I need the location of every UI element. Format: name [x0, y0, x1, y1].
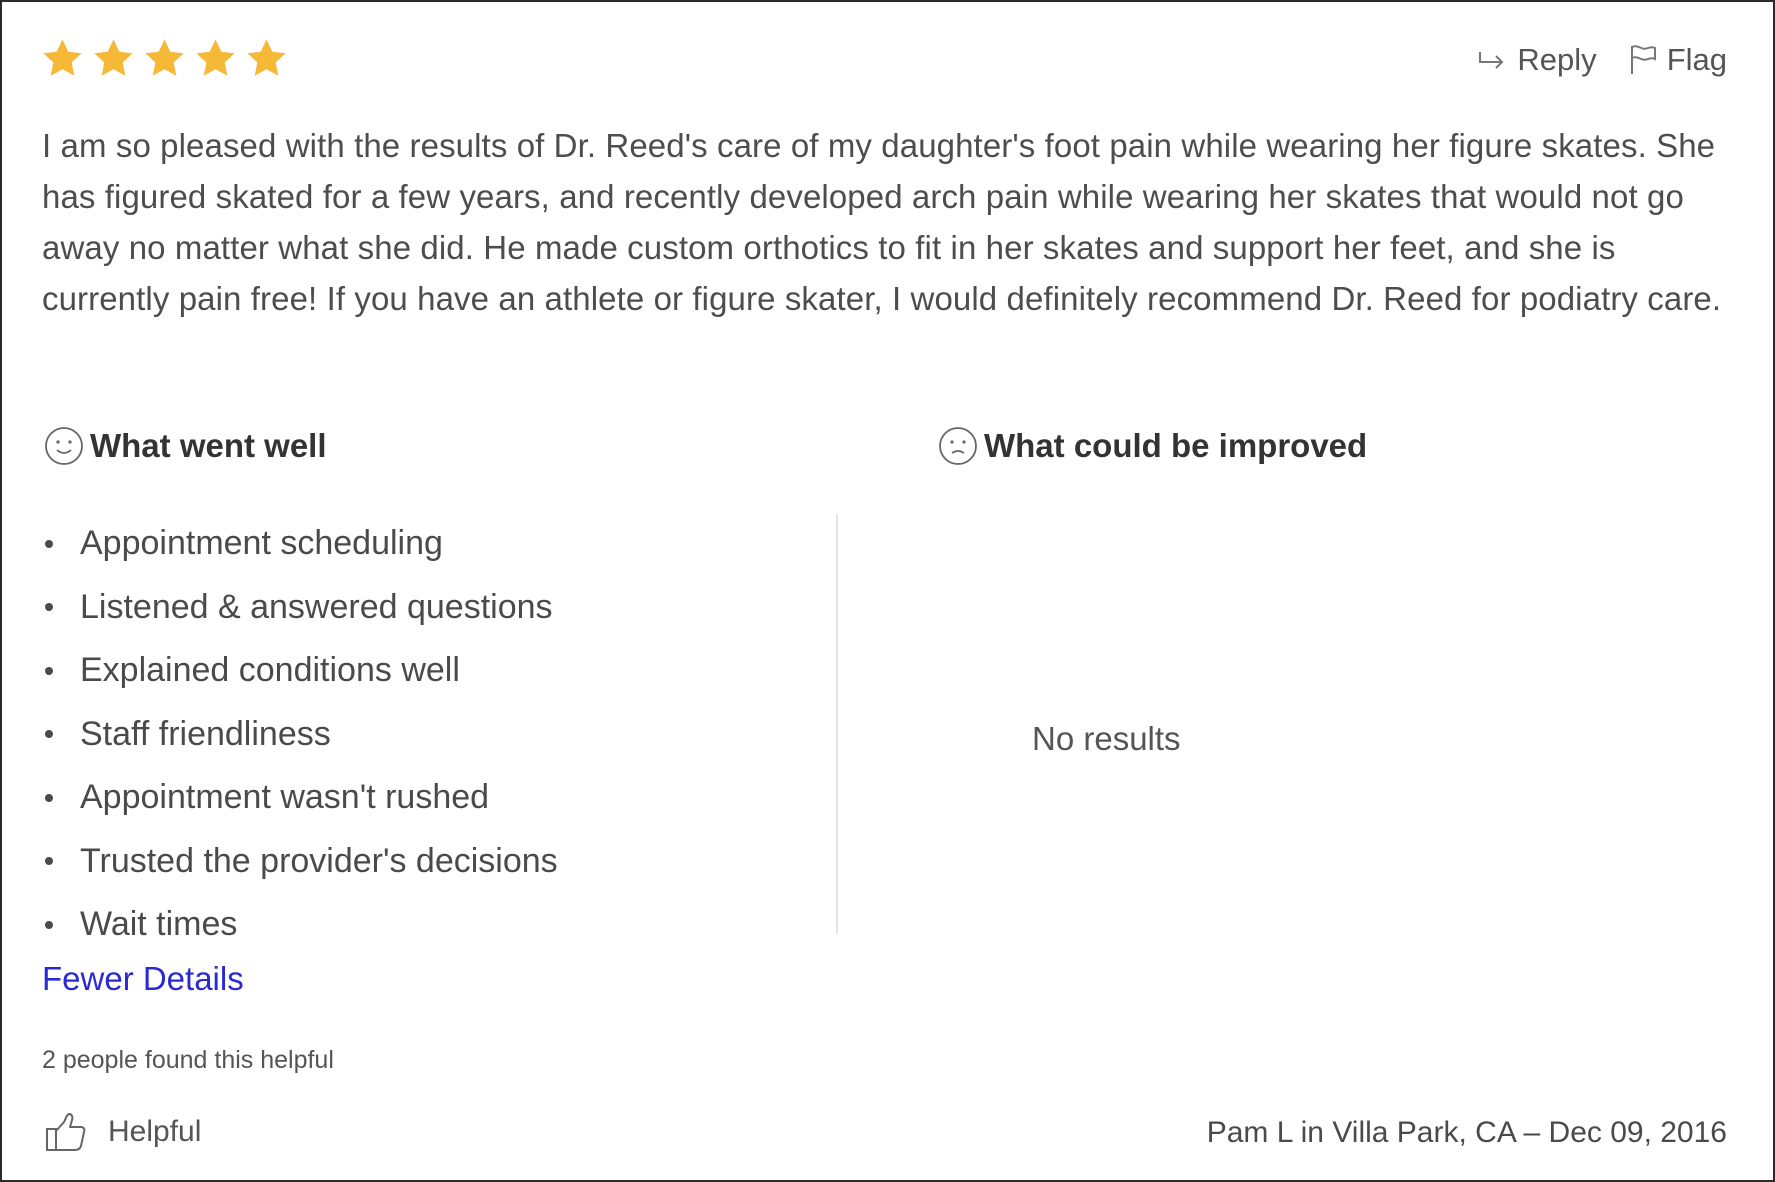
list-item [42, 639, 558, 703]
star-rating [40, 36, 289, 88]
list-item [42, 830, 558, 894]
list-item [42, 766, 558, 830]
flag-icon [1629, 44, 1657, 76]
helpful-count-text: 2 people found this helpful [42, 1046, 334, 1074]
fewer-details-link[interactable]: Fewer Details [42, 960, 244, 997]
went-well-list [42, 512, 558, 957]
helpful-label: Helpful [108, 1115, 202, 1148]
list-item-label: Appointment wasn't rushed [80, 778, 490, 817]
bullet-icon [45, 603, 53, 611]
star-icon [193, 36, 238, 81]
reply-button[interactable] [1477, 42, 1596, 78]
bullet-icon [45, 921, 53, 929]
reply-arrow-icon [1477, 49, 1507, 71]
bullet-icon [45, 857, 53, 865]
list-item-label: Appointment scheduling [80, 524, 443, 563]
list-item-label: Trusted the provider's decisions [80, 841, 558, 880]
star-icon [91, 36, 136, 81]
thumbs-up-icon [44, 1110, 88, 1154]
list-item [42, 576, 558, 640]
flag-button[interactable] [1629, 42, 1727, 78]
review-actions [1477, 42, 1727, 78]
bullet-icon [45, 730, 53, 738]
list-item [42, 512, 558, 576]
star-icon [244, 36, 289, 81]
list-item [42, 893, 558, 957]
no-results-text: No results [1032, 720, 1181, 757]
flag-label: Flag [1666, 42, 1727, 77]
bullet-icon [45, 794, 53, 802]
list-item-label: Staff friendliness [80, 714, 331, 753]
bullet-icon [45, 540, 53, 548]
star-icon [142, 36, 187, 81]
reply-label: Reply [1517, 42, 1597, 77]
could-improve-heading [938, 426, 1367, 466]
review-attribution: Pam L in Villa Park, CA – Dec 09, 2016 [1206, 1116, 1727, 1149]
went-well-title: What went well [90, 427, 327, 464]
column-divider [836, 514, 838, 934]
review-text: I am so pleased with the results of Dr. Reed's care of my daughter's foot pain while wearing her figure skates. She has figured skated for a few years, and recently developed arch pain while wearing her skates that would not go away no matter what she did. He made custom orthotics to fit in her skates and support her feet, and she is currently pain free! If you have an athlete or figure skater, I would definitely recommend Dr. Reed for podiatry care. [42, 127, 1722, 317]
star-icon [40, 36, 85, 81]
helpful-button[interactable] [44, 1110, 201, 1154]
list-item-label: Wait times [80, 905, 238, 944]
went-well-heading [44, 426, 327, 466]
list-item-label: Explained conditions well [80, 651, 460, 690]
list-item [42, 703, 558, 767]
smiley-face-icon [44, 426, 84, 466]
bullet-icon [45, 667, 53, 675]
list-item-label: Listened & answered questions [80, 587, 553, 626]
sad-face-icon [938, 426, 978, 466]
could-improve-title: What could be improved [984, 427, 1368, 464]
